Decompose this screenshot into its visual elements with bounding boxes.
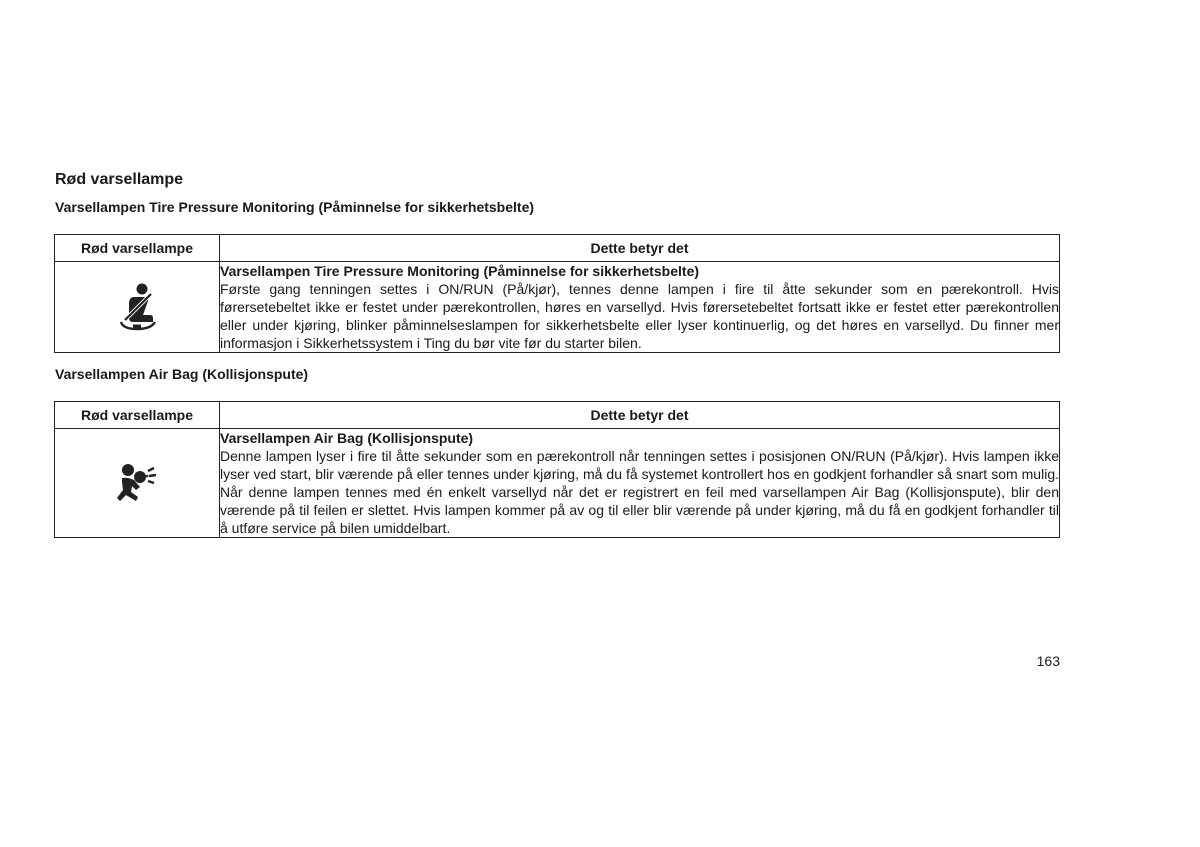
column-header-lamp: Rød varsellampe bbox=[55, 235, 220, 262]
column-header-lamp: Rød varsellampe bbox=[55, 402, 220, 429]
description-body: Denne lampen lyser i fire til åtte sekunder som en pærekontroll når tenningen settes i posisjonen ON/RUN (På/kjør). Hvis lampen ikke lyser ved start, blir værende på eller tennes under kjøring, må du få systemet kontrollert hos en godkjent forhandler så snart som mulig. Når denne lampen tennes med én enkelt varsellyd når det er registrert en feil med varsellampen Air Bag (Kollisjonspute), blir den værende på til feilen er slettet. Hvis lampen kommer på av og til eller blir værende på under kjøring, må du få en godkjent forhandler til å utføre service på bilen umiddelbart. bbox=[220, 448, 1059, 536]
column-header-meaning: Dette betyr det bbox=[220, 235, 1060, 262]
seatbelt-warning-heading: Varsellampen Tire Pressure Monitoring (Påminnelse for sikkerhetsbelte) bbox=[55, 199, 535, 215]
seatbelt-warning-table bbox=[54, 234, 1060, 353]
airbag-warning-heading: Varsellampen Air Bag (Kollisjonspute) bbox=[55, 366, 309, 382]
lamp-description bbox=[220, 429, 1060, 538]
seatbelt-icon bbox=[115, 298, 159, 314]
table-row bbox=[55, 262, 1060, 353]
description-title: Varsellampen Air Bag (Kollisjonspute) bbox=[220, 430, 474, 446]
airbag-icon bbox=[114, 474, 160, 490]
airbag-warning-table bbox=[54, 401, 1060, 538]
table-row bbox=[55, 429, 1060, 538]
lamp-description bbox=[220, 262, 1060, 353]
page-number: 163 bbox=[1036, 653, 1060, 669]
column-header-meaning: Dette betyr det bbox=[220, 402, 1060, 429]
lamp-icon-cell bbox=[55, 429, 220, 538]
lamp-icon-cell bbox=[55, 262, 220, 353]
table-header-row bbox=[55, 402, 1060, 429]
description-title: Varsellampen Tire Pressure Monitoring (Påminnelse for sikkerhetsbelte) bbox=[220, 263, 700, 279]
section-title: Rød varsellampe bbox=[55, 171, 184, 188]
table-header-row bbox=[55, 235, 1060, 262]
description-body: Første gang tenningen settes i ON/RUN (På/kjør), tennes denne lampen i fire til åtte sekunder som en pærekontroll. Hvis førersetebeltet ikke er festet under pærekontrollen, høres en varsellyd. Hvis førersetebeltet fortsatt ikke er festet etter pærekontrollen eller under kjøring, blinker påminnelseslampen for sikkerhetsbelte eller lyser kontinuerlig, og det høres en varsellyd. Du finner mer informasjon i Sikkerhetssystem i Ting du bør vite før du starter bilen. bbox=[220, 281, 1059, 351]
